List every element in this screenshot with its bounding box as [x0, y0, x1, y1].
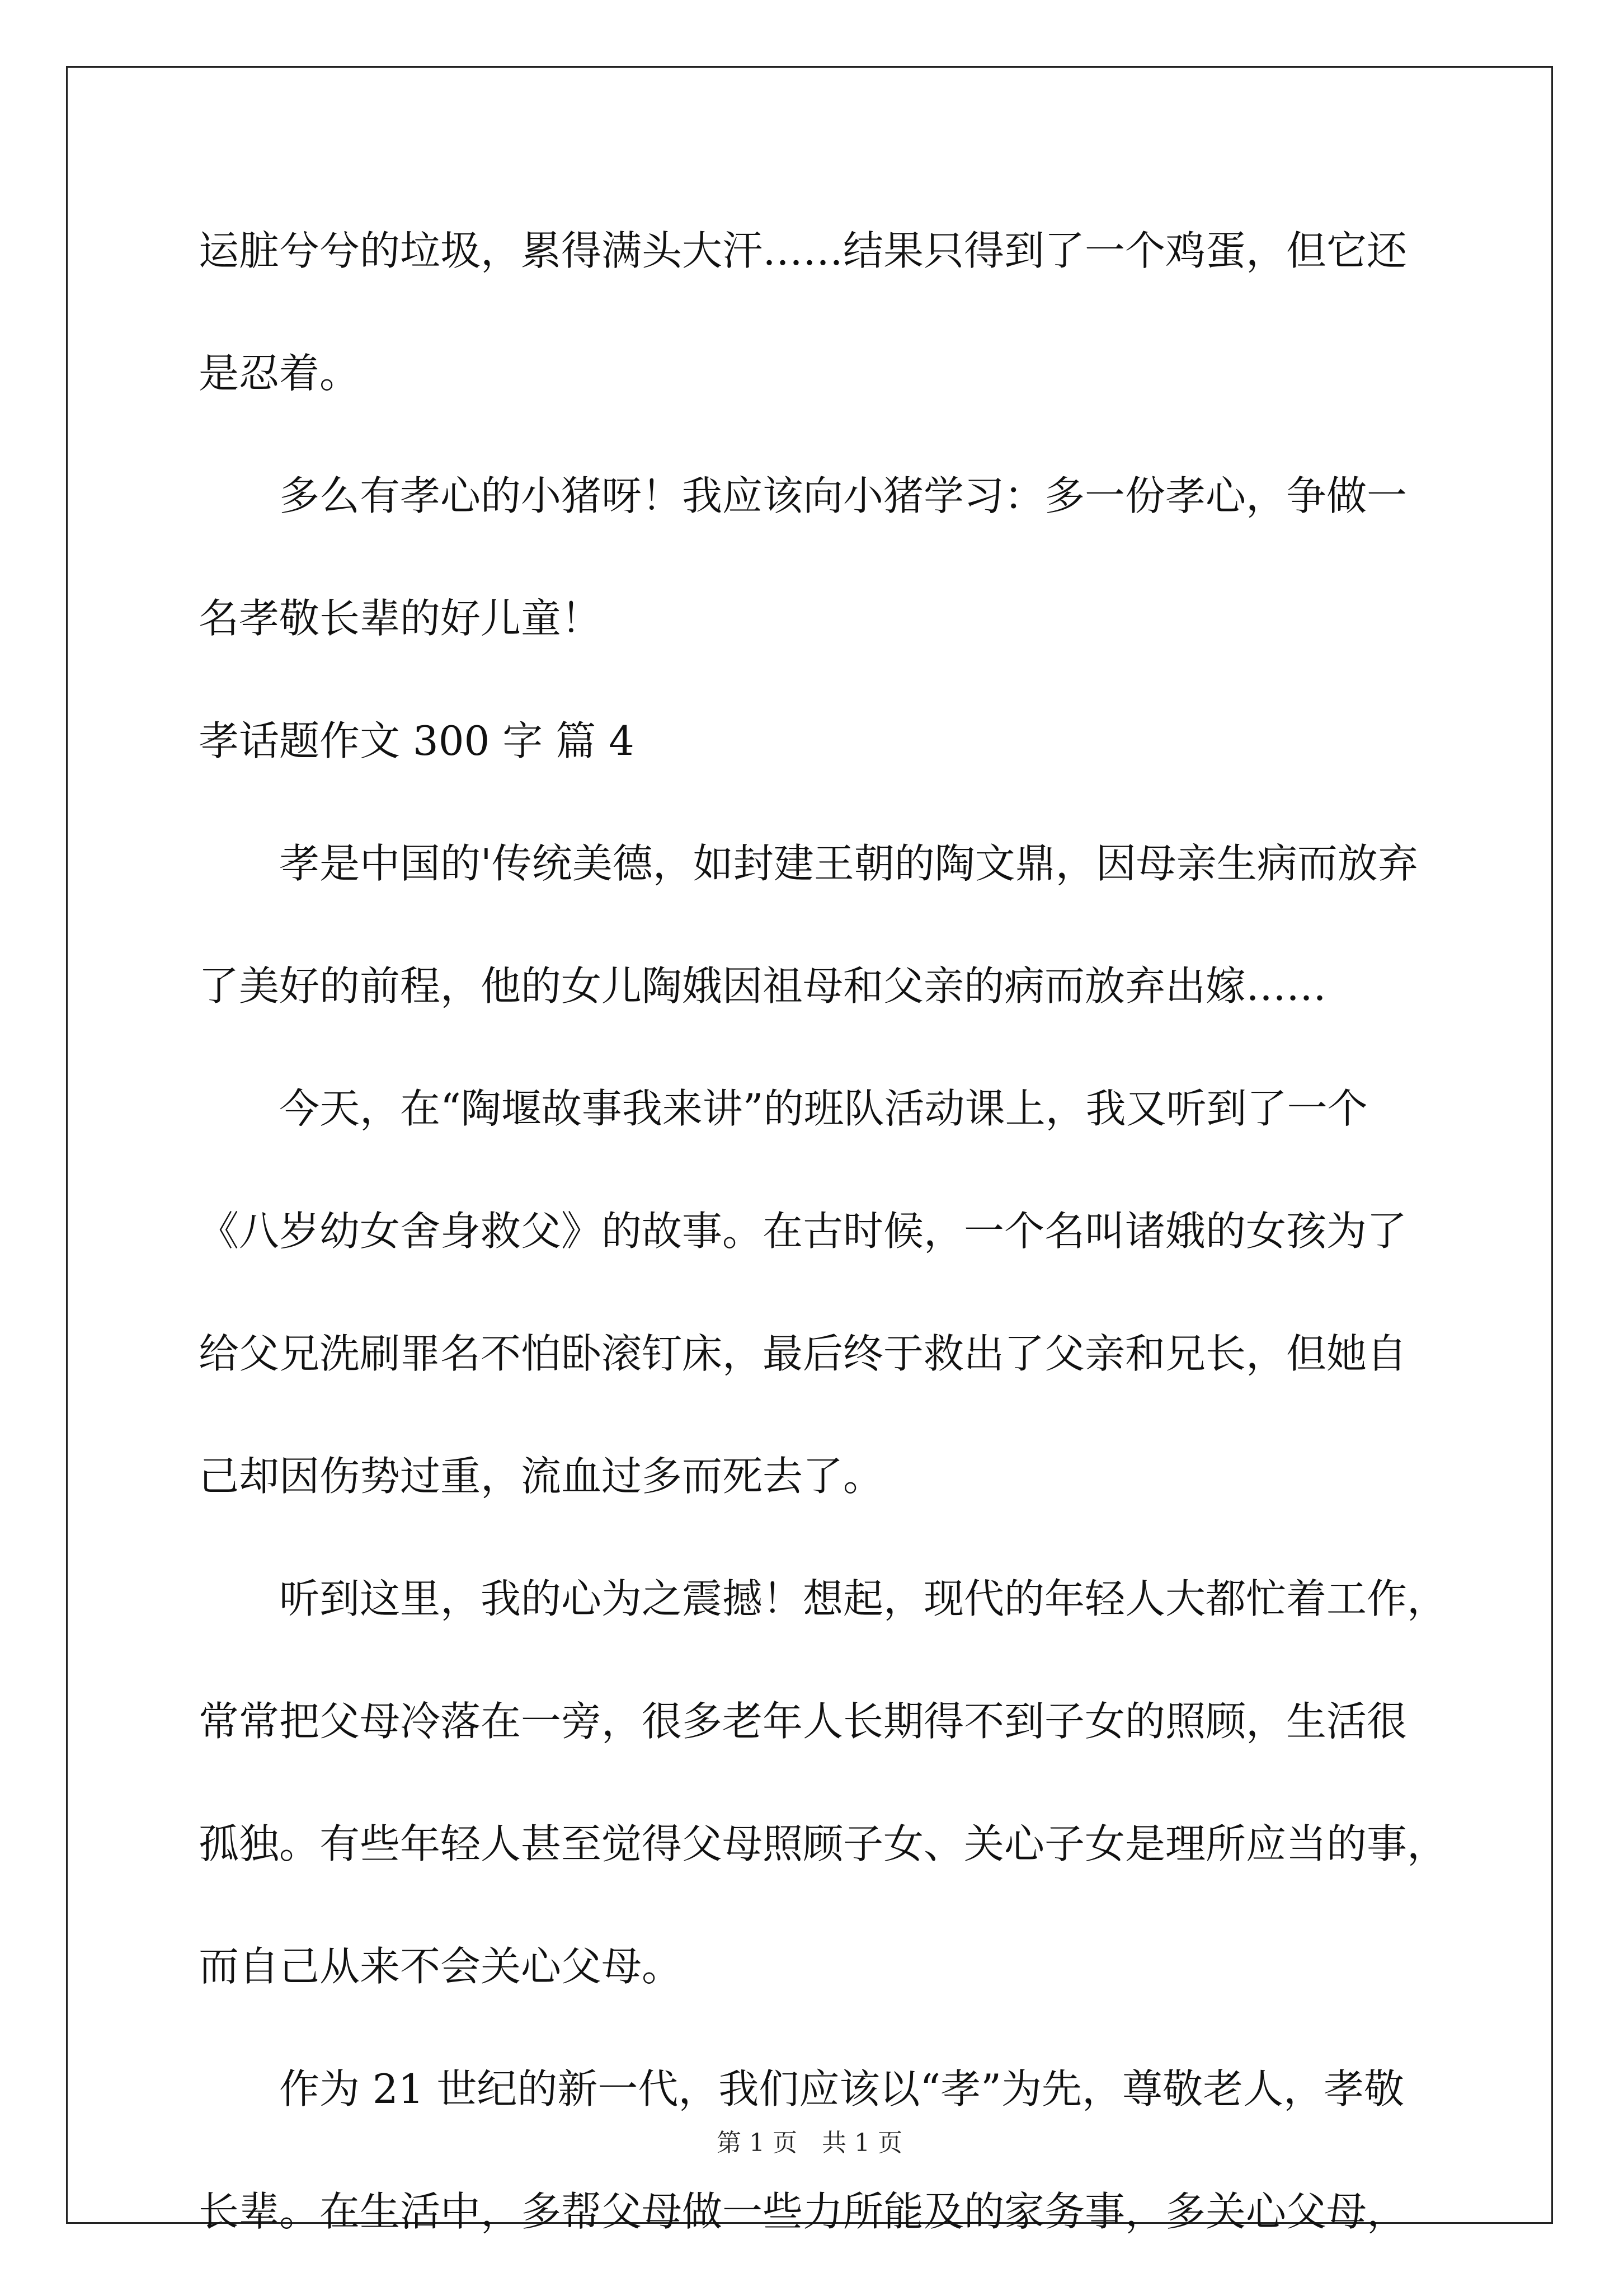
text-line: 《八岁幼女舍身救父》的故事。在古时候，一个名叫诸娥的女孩为了 [199, 1208, 1408, 1255]
text-line: 常常把父母冷落在一旁，很多老年人长期得不到子女的照顾，生活很 [199, 1698, 1408, 1745]
text-line: 作为 21 世纪的新一代，我们应该以“孝”为先，尊敬老人，孝敬 [279, 2065, 1405, 2112]
text-line: 孝是中国的'传统美德，如封建王朝的陶文鼎，因母亲生病而放弃 [279, 840, 1418, 887]
text-line: 长辈。在生活中，多帮父母做一些力所能及的家务事，多关心父母， [199, 2188, 1408, 2235]
text-line: 多么有孝心的小猪呀！我应该向小猪学习：多一份孝心，争做一 [279, 472, 1408, 519]
text-line: 运脏兮兮的垃圾，累得满头大汗……结果只得到了一个鸡蛋，但它还 [199, 227, 1408, 274]
text-line: 今天，在“陶堰故事我来讲”的班队活动课上，我又听到了一个 [279, 1085, 1368, 1132]
text-line: 了美好的前程，他的女儿陶娥因祖母和父亲的病而放弃出嫁…… [199, 962, 1327, 1010]
text-line: 孤独。有些年轻人甚至觉得父母照顾子女、关心子女是理所应当的事， [199, 1820, 1448, 1867]
document-body [199, 213, 1448, 2296]
text-line: 而自己从来不会关心父母。 [199, 1943, 683, 1990]
page-footer: 第 1 页 共 1 页 [717, 2129, 902, 2157]
section-heading: 孝话题作文 300 字 篇 4 [199, 717, 634, 764]
text-line: 名孝敬长辈的好儿童！ [199, 595, 602, 642]
text-line: 己却因伤势过重，流血过多而死去了。 [199, 1453, 884, 1500]
text-line: 给父兄洗刷罪名不怕卧滚钉床，最后终于救出了父亲和兄长，但她自 [199, 1330, 1408, 1377]
text-line: 是忍着。 [199, 350, 360, 397]
text-line: 听到这里，我的心为之震撼！想起，现代的年轻人大都忙着工作， [279, 1575, 1448, 1622]
